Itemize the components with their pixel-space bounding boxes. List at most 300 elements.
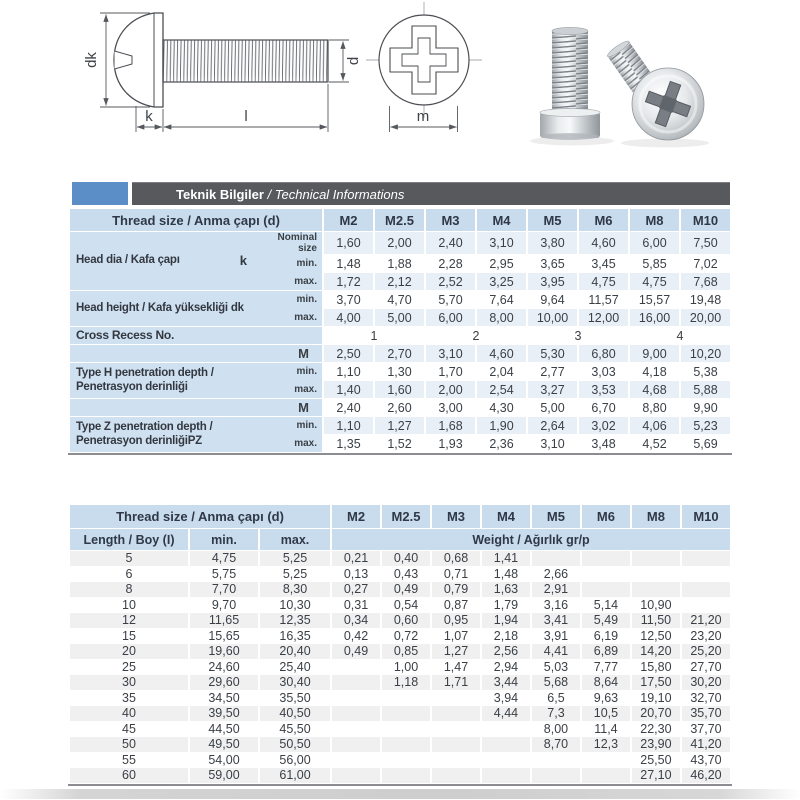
spec-table-header-row bbox=[70, 209, 730, 231]
value-cell: 6,80 bbox=[579, 345, 628, 362]
weight-cell: 0,68 bbox=[432, 551, 480, 566]
weight-cell bbox=[632, 567, 680, 582]
value-cell: 1,68 bbox=[426, 417, 475, 434]
weight-cell: 23,20 bbox=[690, 628, 722, 643]
weight-cell bbox=[532, 768, 580, 783]
length-cell: 45 bbox=[122, 721, 136, 736]
value-cell: 6,00 bbox=[630, 232, 679, 254]
size-col-header: M4 bbox=[482, 505, 530, 528]
value-cell: 7,64 bbox=[489, 292, 514, 307]
value-cell: 3,02 bbox=[579, 417, 628, 434]
value-cell: 2,54 bbox=[477, 381, 526, 398]
min-cell: 7,70 bbox=[190, 582, 258, 597]
value-cell: 3,10 bbox=[477, 232, 526, 254]
value-cell: 1,10 bbox=[324, 417, 373, 434]
weight-cell: 5,49 bbox=[582, 613, 630, 628]
max-cell: 56,00 bbox=[279, 752, 311, 767]
weight-cell: 2,56 bbox=[482, 644, 530, 659]
length-cell: 20 bbox=[70, 644, 188, 659]
length-cell: 10 bbox=[122, 597, 136, 612]
value-cell: 9,64 bbox=[540, 292, 565, 307]
value-cell: 5,69 bbox=[693, 436, 718, 451]
value-cell: 2,95 bbox=[489, 256, 514, 271]
weight-cell: 1,48 bbox=[493, 566, 519, 581]
value-cell: 3,00 bbox=[438, 400, 463, 415]
weight-cell bbox=[582, 567, 630, 582]
value-cell: 4,52 bbox=[642, 436, 667, 451]
length-cell: 35 bbox=[122, 690, 136, 705]
weight-cell: 1,94 bbox=[482, 613, 530, 628]
blue-accent-square bbox=[72, 182, 128, 205]
weight-cell: 2,94 bbox=[493, 659, 519, 674]
value-cell: 3,95 bbox=[528, 273, 577, 290]
value-cell: 2,70 bbox=[375, 345, 424, 362]
side-view-drawing bbox=[83, 13, 362, 132]
max-cell: 45,50 bbox=[279, 721, 311, 736]
min-cell: 11,65 bbox=[190, 613, 258, 628]
value-cell: 1,60 bbox=[375, 381, 424, 398]
size-col-header: M8 bbox=[630, 209, 679, 231]
value-cell: 5,00 bbox=[540, 400, 565, 415]
weight-cell: 5,14 bbox=[593, 597, 619, 612]
min-cell: 54,00 bbox=[208, 752, 240, 767]
technical-drawing bbox=[0, 0, 800, 178]
weight-cell: 1,18 bbox=[382, 675, 430, 690]
size-col-header: M3 bbox=[426, 209, 475, 231]
weight-cell bbox=[482, 753, 530, 768]
weight-table-body bbox=[70, 551, 730, 783]
weight-cell: 3,44 bbox=[482, 675, 530, 690]
weight-cell: 25,50 bbox=[640, 752, 672, 767]
weight-cell bbox=[532, 551, 580, 566]
weight-cell: 11,4 bbox=[594, 721, 618, 736]
value-cell: 19,48 bbox=[689, 292, 722, 307]
spec-table-row bbox=[70, 399, 730, 416]
weight-cell bbox=[532, 753, 580, 768]
size-col-header: M6 bbox=[579, 209, 628, 231]
value-cell: 6,70 bbox=[591, 400, 616, 415]
row-group-label-text: Head dia / Kafa çapı bbox=[76, 254, 180, 267]
screw-standing bbox=[540, 27, 600, 140]
weight-table-row bbox=[70, 613, 730, 628]
weight-cell bbox=[332, 722, 380, 737]
weight-cell bbox=[432, 768, 480, 783]
dim-label-k: k bbox=[145, 108, 153, 125]
max-cell: 25,40 bbox=[279, 659, 311, 674]
weight-cell: 14,20 bbox=[632, 644, 680, 659]
weight-cell bbox=[382, 691, 430, 706]
weight-cell: 30,20 bbox=[682, 675, 730, 690]
value-cell: 12,00 bbox=[579, 309, 628, 326]
weight-cell bbox=[382, 768, 430, 783]
weight-cell: 0,13 bbox=[343, 566, 369, 581]
weight-cell: 6,89 bbox=[582, 644, 630, 659]
value-cell: 1,52 bbox=[387, 436, 412, 451]
row-group-label: Type H penetration depth / Penetrasyon derinliği bbox=[70, 363, 254, 398]
weight-cell: 1,00 bbox=[393, 659, 419, 674]
weight-cell: 8,64 bbox=[582, 675, 630, 690]
weight-cell: 3,91 bbox=[543, 628, 569, 643]
sub-label: Nominal size bbox=[256, 232, 322, 254]
weight-cell: 8,00 bbox=[543, 721, 569, 736]
weight-cell: 46,20 bbox=[682, 768, 730, 783]
size-col-header: M5 bbox=[532, 505, 580, 528]
weight-cell: 1,27 bbox=[432, 644, 480, 659]
value-cell: 3,45 bbox=[591, 256, 616, 271]
weight-cell: 3,94 bbox=[493, 690, 519, 705]
weight-cell bbox=[582, 582, 630, 597]
value-cell: 20,00 bbox=[681, 309, 730, 326]
weight-cell: 0,42 bbox=[343, 628, 369, 643]
min-cell: 44,50 bbox=[208, 721, 240, 736]
value-cell: 3,10 bbox=[540, 436, 565, 451]
value-cell: 6,00 bbox=[426, 309, 475, 326]
value-cell: 4,75 bbox=[630, 273, 679, 290]
value-cell: 5,30 bbox=[528, 345, 577, 362]
value-cell: 2,64 bbox=[528, 417, 577, 434]
weight-cell: 10,5 bbox=[582, 706, 630, 721]
value-cell: 4,60 bbox=[579, 232, 628, 254]
sub-label: max. bbox=[256, 435, 322, 452]
section-title-en: Technical Informations bbox=[274, 186, 405, 202]
min-cell: 34,50 bbox=[208, 690, 240, 705]
weight-cell bbox=[582, 753, 630, 768]
weight-cell bbox=[632, 582, 680, 597]
weight-cell bbox=[482, 722, 530, 737]
section-title-tr: Teknik Bilgiler bbox=[176, 186, 264, 202]
min-col-header: min. bbox=[190, 529, 258, 550]
spec-table-body bbox=[70, 232, 730, 452]
size-col-header: M2.5 bbox=[382, 505, 430, 528]
size-col-header: M3 bbox=[432, 505, 480, 528]
value-cell: 5,23 bbox=[681, 417, 730, 434]
value-cell: 4,70 bbox=[387, 292, 412, 307]
length-cell: 25 bbox=[122, 659, 136, 674]
weight-cell bbox=[332, 660, 380, 675]
weight-cell: 6,5 bbox=[547, 690, 565, 705]
dim-label-l: l bbox=[244, 108, 248, 125]
max-cell: 20,40 bbox=[260, 644, 330, 659]
weight-cell: 0,21 bbox=[332, 551, 380, 566]
value-cell: 1,90 bbox=[477, 417, 526, 434]
max-cell: 10,30 bbox=[279, 597, 311, 612]
weight-cell bbox=[432, 753, 480, 768]
max-cell: 16,35 bbox=[279, 628, 311, 643]
weight-cell: 1,79 bbox=[493, 597, 519, 612]
size-col-header: M10 bbox=[681, 209, 730, 231]
min-cell: 19,60 bbox=[190, 644, 258, 659]
weight-cell: 37,70 bbox=[690, 721, 722, 736]
section-header bbox=[72, 182, 730, 205]
weight-cell: 0,71 bbox=[443, 566, 469, 581]
spec-table-row bbox=[70, 363, 730, 380]
value-cell: 8,00 bbox=[477, 309, 526, 326]
weight-cell: 0,27 bbox=[332, 582, 380, 597]
value-cell: 4,60 bbox=[477, 345, 526, 362]
weight-cell: 1,41 bbox=[482, 551, 530, 566]
value-cell: 10,20 bbox=[681, 345, 730, 362]
size-col-header: M2 bbox=[332, 505, 380, 528]
weight-col-header: Weight / Ağırlık gr/p bbox=[332, 529, 730, 550]
weight-cell: 0,72 bbox=[393, 628, 419, 643]
length-cell: 40 bbox=[70, 706, 188, 721]
max-cell: 50,50 bbox=[260, 737, 330, 752]
weight-cell: 11,50 bbox=[632, 613, 680, 628]
section-title-bar bbox=[132, 182, 730, 205]
spec-table-row bbox=[70, 345, 730, 362]
weight-cell: 19,10 bbox=[640, 690, 672, 705]
weight-cell bbox=[382, 753, 430, 768]
value-cell: 2,60 bbox=[387, 400, 412, 415]
weight-cell: 0,49 bbox=[382, 582, 430, 597]
weight-table-row bbox=[70, 629, 730, 644]
value-cell: 10,00 bbox=[528, 309, 577, 326]
value-cell: 1,30 bbox=[387, 364, 412, 379]
length-cell: 8 bbox=[70, 582, 188, 597]
value-cell: 2,00 bbox=[375, 232, 424, 254]
thread-size-header: Thread size / Anma çapı (d) bbox=[70, 505, 330, 528]
value-cell: 2,50 bbox=[324, 345, 373, 362]
value-cell: 2,52 bbox=[426, 273, 475, 290]
value-cell: 1,40 bbox=[324, 381, 373, 398]
weight-table-row bbox=[70, 660, 730, 675]
weight-cell: 5,68 bbox=[532, 675, 580, 690]
max-cell: 12,35 bbox=[260, 613, 330, 628]
value-cell: 2,28 bbox=[438, 256, 463, 271]
spec-table-row bbox=[70, 291, 730, 308]
weight-cell: 0,95 bbox=[432, 613, 480, 628]
sub-label: min. bbox=[256, 417, 322, 434]
weight-table-row bbox=[70, 644, 730, 659]
value-cell: 1,88 bbox=[387, 256, 412, 271]
value-cell: 2,40 bbox=[426, 232, 475, 254]
weight-cell: 4,41 bbox=[532, 644, 580, 659]
row-group-label: Cross Recess No. bbox=[70, 327, 322, 344]
weight-cell bbox=[682, 567, 730, 582]
value-cell: 4,18 bbox=[642, 364, 667, 379]
value-cell: 9,90 bbox=[693, 400, 718, 415]
weight-cell bbox=[432, 722, 480, 737]
value-cell: 2,36 bbox=[489, 436, 514, 451]
value-cell: 1 bbox=[370, 328, 378, 343]
weight-cell: 17,50 bbox=[632, 675, 680, 690]
length-cell: 5 bbox=[70, 551, 188, 566]
value-cell: 2,12 bbox=[375, 273, 424, 290]
weight-cell: 9,63 bbox=[593, 690, 619, 705]
length-cell: 12 bbox=[70, 613, 188, 628]
dim-label-dk: dk bbox=[83, 52, 100, 68]
weight-cell bbox=[382, 706, 430, 721]
threaded-shank bbox=[163, 40, 328, 82]
weight-cell bbox=[682, 551, 730, 566]
sub-label: min. bbox=[256, 291, 322, 308]
weight-cell: 43,70 bbox=[690, 752, 722, 767]
weight-cell bbox=[432, 706, 480, 721]
weight-table-subheader-row bbox=[70, 529, 730, 550]
min-cell: 4,75 bbox=[190, 551, 258, 566]
weight-cell bbox=[432, 691, 480, 706]
max-cell: 35,50 bbox=[279, 690, 311, 705]
weight-cell: 2,91 bbox=[532, 582, 580, 597]
section-title-separator: / bbox=[263, 186, 275, 202]
value-cell: 7,68 bbox=[681, 273, 730, 290]
weight-cell: 8,70 bbox=[532, 737, 580, 752]
min-cell: 9,70 bbox=[211, 597, 237, 612]
weight-cell bbox=[632, 551, 680, 566]
weight-cell: 0,43 bbox=[393, 566, 419, 581]
spec-table-row bbox=[70, 232, 730, 254]
spec-table bbox=[68, 208, 732, 455]
row-group-label: Head height / Kafa yüksekliği dk bbox=[70, 291, 254, 326]
weight-cell: 5,03 bbox=[543, 659, 569, 674]
value-cell: 3,80 bbox=[528, 232, 577, 254]
weight-cell: 35,70 bbox=[682, 706, 730, 721]
value-cell: 11,57 bbox=[588, 292, 619, 307]
value-cell: 2,04 bbox=[489, 364, 514, 379]
sub-label: max. bbox=[256, 381, 322, 398]
weight-cell bbox=[582, 768, 630, 783]
weight-table-row bbox=[70, 753, 730, 768]
sub-label: max. bbox=[256, 309, 322, 326]
weight-cell bbox=[332, 691, 380, 706]
weight-cell: 27,10 bbox=[632, 768, 680, 783]
weight-cell: 2,18 bbox=[493, 628, 519, 643]
value-cell: 1,72 bbox=[324, 273, 373, 290]
weight-cell: 0,49 bbox=[332, 644, 380, 659]
weight-cell: 1,63 bbox=[482, 582, 530, 597]
value-cell: 3,65 bbox=[540, 256, 565, 271]
weight-cell bbox=[332, 675, 380, 690]
value-cell: 16,00 bbox=[630, 309, 679, 326]
value-cell: 4,00 bbox=[324, 309, 373, 326]
weight-cell: 3,16 bbox=[543, 597, 569, 612]
weight-cell: 27,70 bbox=[690, 659, 722, 674]
value-cell: 1,70 bbox=[438, 364, 463, 379]
weight-table bbox=[68, 504, 732, 786]
size-col-header: M6 bbox=[582, 505, 630, 528]
max-cell: 61,00 bbox=[260, 768, 330, 783]
weight-cell bbox=[482, 737, 530, 752]
weight-cell: 0,34 bbox=[332, 613, 380, 628]
weight-cell: 20,70 bbox=[632, 706, 680, 721]
value-cell: 5,00 bbox=[375, 309, 424, 326]
row-group-label bbox=[70, 232, 254, 290]
weight-cell bbox=[382, 737, 430, 752]
weight-table-row bbox=[70, 598, 730, 613]
min-cell: 49,50 bbox=[190, 737, 258, 752]
weight-cell: 1,47 bbox=[443, 659, 469, 674]
weight-cell bbox=[432, 737, 480, 752]
weight-cell: 0,87 bbox=[443, 597, 469, 612]
value-cell: 9,00 bbox=[630, 345, 679, 362]
value-cell: 4 bbox=[676, 328, 684, 343]
value-cell: 1,10 bbox=[336, 364, 361, 379]
value-cell: 1,93 bbox=[438, 436, 463, 451]
weight-cell: 2,66 bbox=[543, 566, 569, 581]
size-col-header: M5 bbox=[528, 209, 577, 231]
weight-cell: 15,80 bbox=[640, 659, 672, 674]
max-cell: 30,40 bbox=[260, 675, 330, 690]
max-cell: 40,50 bbox=[260, 706, 330, 721]
min-cell: 39,50 bbox=[190, 706, 258, 721]
value-cell: 2 bbox=[472, 328, 480, 343]
weight-cell bbox=[482, 768, 530, 783]
length-cell: 6 bbox=[125, 566, 133, 581]
row-group-label: Type Z penetration depth / Penetrasyon derinliğiPZ bbox=[70, 417, 254, 452]
weight-cell: 0,60 bbox=[382, 613, 430, 628]
value-cell: 5,70 bbox=[438, 292, 463, 307]
weight-cell: 32,70 bbox=[690, 690, 722, 705]
weight-table-row bbox=[70, 675, 730, 690]
thread-size-header: Thread size / Anma çapı (d) bbox=[70, 209, 322, 231]
weight-cell bbox=[332, 768, 380, 783]
size-col-header: M8 bbox=[632, 505, 680, 528]
weight-cell: 1,07 bbox=[443, 628, 469, 643]
weight-table-header-row bbox=[70, 505, 730, 528]
weight-cell: 7,3 bbox=[532, 706, 580, 721]
weight-table-row bbox=[70, 551, 730, 566]
row-group-symbol: k bbox=[239, 253, 247, 269]
weight-cell: 0,79 bbox=[432, 582, 480, 597]
dim-label-d: d bbox=[345, 56, 362, 66]
weight-cell: 6,19 bbox=[593, 628, 619, 643]
value-cell: 3,03 bbox=[591, 364, 616, 379]
length-cell: 60 bbox=[70, 768, 188, 783]
weight-cell: 22,30 bbox=[640, 721, 672, 736]
value-cell: 4,68 bbox=[630, 381, 679, 398]
weight-cell: 0,40 bbox=[382, 551, 430, 566]
value-cell: 2,40 bbox=[336, 400, 361, 415]
weight-cell: 0,31 bbox=[343, 597, 369, 612]
size-col-header: M2 bbox=[324, 209, 373, 231]
value-cell: 3,25 bbox=[477, 273, 526, 290]
weight-table-row bbox=[70, 768, 730, 783]
size-col-header: M2.5 bbox=[375, 209, 424, 231]
value-cell: 4,06 bbox=[630, 417, 679, 434]
value-cell: 5,85 bbox=[642, 256, 667, 271]
length-cell: 15 bbox=[122, 628, 136, 643]
size-col-header: M4 bbox=[477, 209, 526, 231]
value-cell: 3,70 bbox=[336, 292, 361, 307]
weight-cell: 12,3 bbox=[582, 737, 630, 752]
weight-table-row bbox=[70, 737, 730, 752]
weight-cell bbox=[682, 598, 730, 613]
weight-cell bbox=[332, 706, 380, 721]
value-cell: 7,50 bbox=[681, 232, 730, 254]
value-cell: 5,38 bbox=[693, 364, 718, 379]
value-cell: 4,75 bbox=[579, 273, 628, 290]
screw-photo bbox=[530, 27, 709, 147]
weight-cell: 21,20 bbox=[682, 613, 730, 628]
value-cell: 3 bbox=[574, 328, 582, 343]
value-cell: 1,35 bbox=[336, 436, 361, 451]
value-cell: 2,77 bbox=[540, 364, 565, 379]
weight-table-row bbox=[70, 582, 730, 597]
row-group-label: M bbox=[70, 399, 322, 416]
min-cell: 15,65 bbox=[208, 628, 240, 643]
weight-cell: 1,71 bbox=[432, 675, 480, 690]
value-cell: 3,53 bbox=[579, 381, 628, 398]
length-col-header: Length / Boy (I) bbox=[70, 529, 188, 550]
page-edge-shadow bbox=[0, 789, 800, 799]
front-view-drawing bbox=[366, 2, 482, 132]
size-col-header: M10 bbox=[682, 505, 730, 528]
weight-cell bbox=[582, 551, 630, 566]
weight-cell: 25,20 bbox=[682, 644, 730, 659]
weight-cell: 10,90 bbox=[640, 597, 672, 612]
length-cell: 50 bbox=[70, 737, 188, 752]
sub-label: max. bbox=[256, 273, 322, 290]
